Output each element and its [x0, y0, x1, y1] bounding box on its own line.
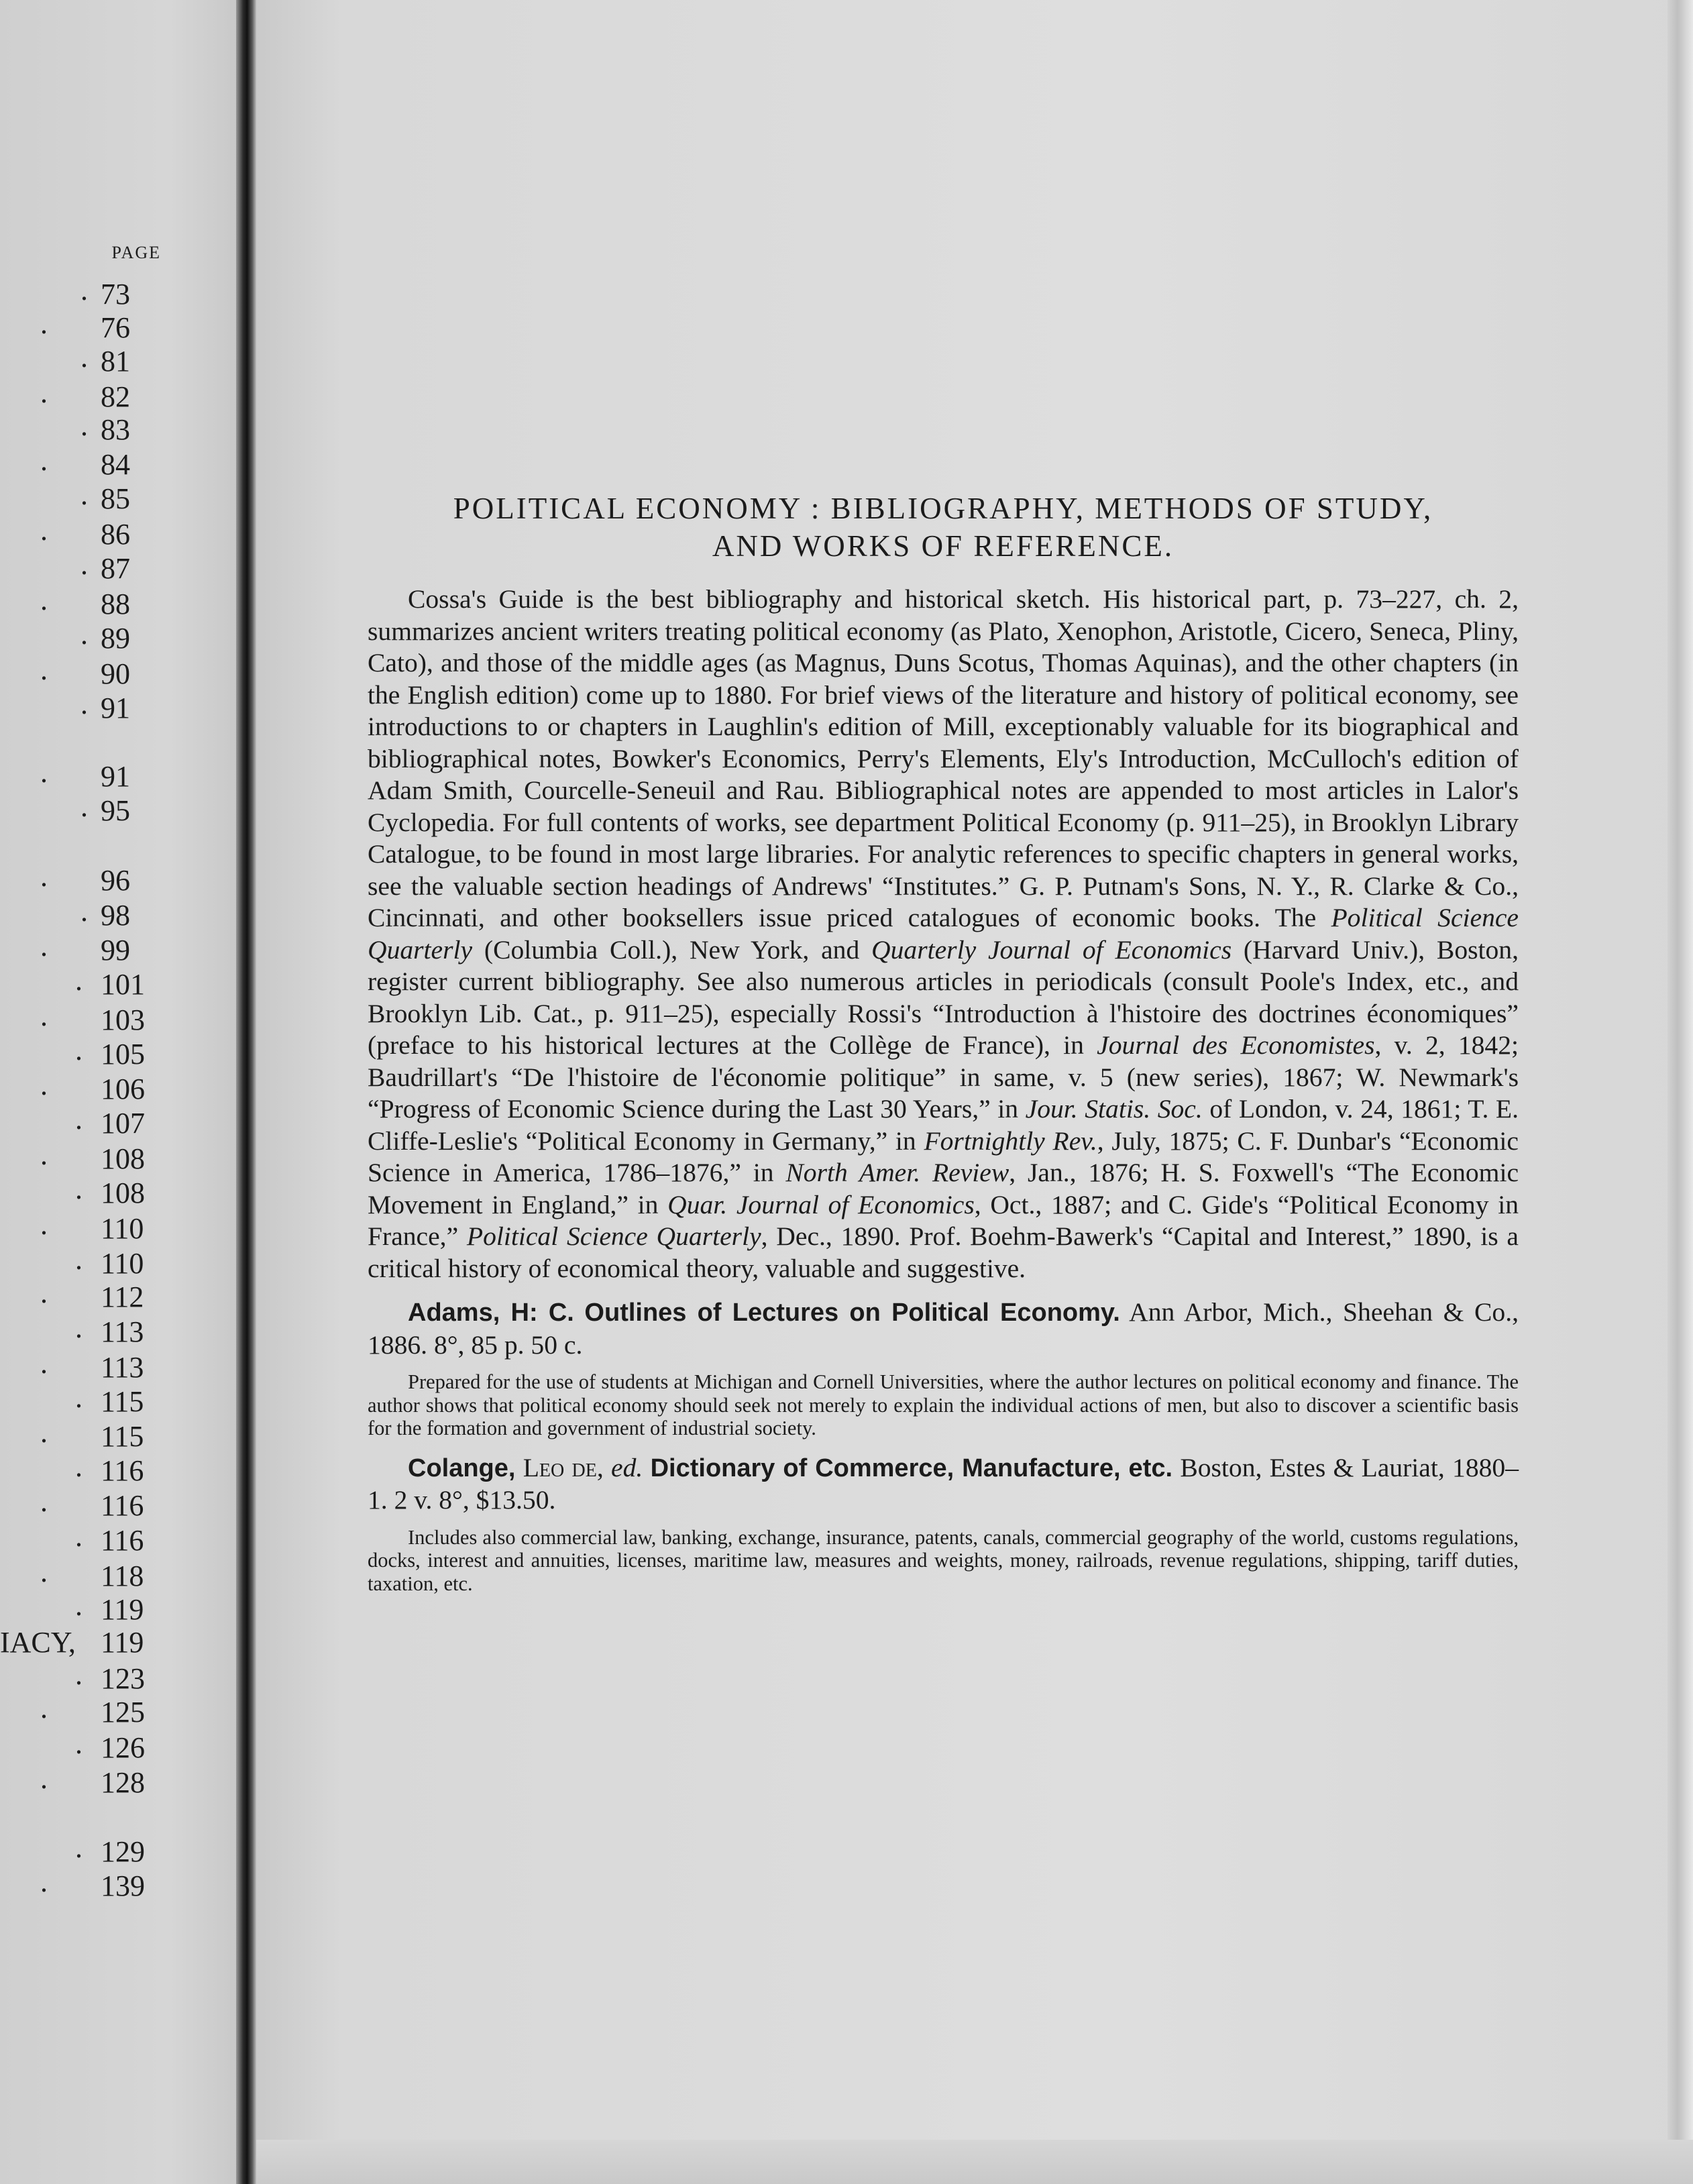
index-entry [0, 1347, 158, 1384]
entry-editor-mark: ed. [603, 1452, 643, 1482]
index-entry [0, 895, 158, 932]
index-page-number: 126 [101, 1731, 145, 1764]
leader-dot: . [40, 1692, 48, 1725]
entry-title: Outlines of Lectures on Political Economy. [584, 1299, 1120, 1327]
intro-text-segment: Cossa's Guide is the best bibliography and historical sketch. His historical part, p. 73–227, ch. 2, summarizes ancient writers treating political economy (as Plato, Xenophon, Aristotle, Cicero, Seneca, Pliny, Cato), and those of the middle ages (as Magnus, Duns Scotus, Thomas Aquinas), and the other chapters (in the English edition) come up to 1880. For brief views of the literature and history of political economy, see introductions to or chapters in Laughlin's edition of Mill, exceptionably valuable for its biographical and bibliographical notes, Bowker's Economics, Perry's Elements, Ely's Introduction, McCulloch's edition of Adam Smith, Courcelle-Seneuil and Rau. Bibliographical notes are appended to most articles in Lalor's Cyclopedia. For full contents of works, see department Political Economy (p. 911–25), in Brooklyn Library Catalogue, to be found in most large libraries. For analytic references to specific chapters in general works, see the valuable section headings of Andrews' “Institutes.” G. P. Putnam's Sons, N. Y., R. Clarke & Co., Cincinnati, and other booksellers issue priced catalogues of economic books. The [368, 584, 1519, 932]
index-entry [0, 1450, 158, 1487]
entry-title: Dictionary of Commerce, Manufacture, etc. [650, 1454, 1173, 1482]
leader-dot: . [80, 790, 88, 823]
index-page-number: 90 [101, 657, 130, 690]
index-page-number: 91 [101, 692, 130, 724]
leader-dot: . [80, 341, 88, 374]
entry-author: Adams, H: C. [408, 1299, 574, 1327]
entry-imprint: Boston, Estes & Lauriat, 1880–1. 2 v. 8°, $13.50. [368, 1452, 1519, 1515]
leader-dot: . [40, 1762, 48, 1795]
index-page-number: 116 [101, 1524, 144, 1557]
leader-dot: . [40, 999, 48, 1032]
intro-italic-segment: Journal des Economistes [1097, 1030, 1375, 1060]
leader-dot: . [75, 1034, 83, 1067]
index-page-number: 84 [101, 448, 130, 481]
intro-text-segment: , Jan., 1876; H. S. Foxwell's “The Economic Movement in England,” in [368, 1158, 1519, 1219]
index-entry [0, 584, 158, 620]
index-entry [0, 1692, 158, 1729]
intro-text-segment: (Columbia Coll.), New York, and [472, 934, 872, 965]
index-entry [0, 1555, 158, 1592]
leader-dot: . [75, 1243, 83, 1276]
leader-dot: . [75, 1520, 83, 1553]
article [368, 490, 1519, 1595]
intro-text-segment: , Oct., 1887; and C. Gide's “Political Economy in France,” [368, 1189, 1519, 1251]
index-page-number: 125 [101, 1696, 145, 1729]
leader-dot: . [40, 653, 48, 686]
index-entry [0, 1243, 158, 1280]
index-entry [0, 688, 158, 724]
leader-dot: . [80, 688, 88, 720]
index-entry [0, 1416, 158, 1453]
intro-italic-segment: Political Science Quarterly [466, 1221, 761, 1251]
entry-note: Prepared for the use of students at Michigan and Cornell Universities, where the author lectures on political economy and finance. The author shows that political economy should seek not merely to explain the individual actions of men, but also to discover a scientific basis for the formation and government of industrial society. [368, 1370, 1519, 1439]
leader-dot: . [40, 376, 48, 409]
index-page-number: 119 [101, 1626, 144, 1659]
index-page-number: 115 [101, 1420, 144, 1453]
index-entry [0, 1865, 158, 1902]
index-page-number: 96 [101, 864, 130, 897]
index-entry-label: IACY, [0, 1626, 76, 1659]
leader-dot: . [80, 618, 88, 651]
leader-dot: . [40, 584, 48, 616]
leader-dot: . [75, 1658, 83, 1691]
index-page-number: 108 [101, 1177, 145, 1209]
index-page-number: 129 [101, 1835, 145, 1868]
leader-dot: . [40, 860, 48, 893]
index-entry [0, 756, 158, 793]
leader-dot: . [40, 756, 48, 789]
book-gutter [236, 0, 256, 2184]
index-page-number: 87 [101, 552, 130, 585]
index-page-number: 103 [101, 1003, 145, 1036]
index-entry [0, 341, 158, 378]
index-entry [0, 1172, 158, 1209]
index-entry [0, 1831, 158, 1868]
intro-italic-segment: Quarterly Journal of Economics [871, 934, 1232, 965]
index-page-number: 118 [101, 1560, 144, 1592]
intro-text-segment: (Harvard Univ.), Boston, register current bibliography. See also numerous articles in periodicals (consult Poole's Index, etc., and Brooklyn Lib. Cat., p. 911–25), especially Rossi's “Introduction à l'histoire des doctrines économiques” (preface to his historical lectures at the Collège de France), in [368, 934, 1519, 1060]
leader-dot: . [40, 1276, 48, 1309]
leader-dot: . [75, 1831, 83, 1864]
leader-dot: . [75, 1381, 83, 1414]
leader-dot: . [40, 1555, 48, 1588]
index-page-number: 105 [101, 1038, 145, 1071]
index-page-number: 73 [101, 278, 130, 311]
leader-dot: . [40, 1865, 48, 1898]
index-page-number: 112 [101, 1280, 144, 1313]
index-entry [0, 1034, 158, 1071]
intro-italic-segment: North Amer. Review [785, 1158, 1009, 1187]
leader-dot: . [80, 274, 88, 307]
index-entry [0, 1381, 158, 1418]
leader-dot: . [40, 1208, 48, 1241]
index-page-number: 85 [101, 482, 130, 515]
intro-paragraph [368, 584, 1519, 1285]
index-entry [0, 548, 158, 585]
leader-dot: . [40, 1485, 48, 1518]
index-page-number: 108 [101, 1142, 145, 1175]
leader-dot: . [40, 444, 48, 477]
index-page-number: 101 [101, 968, 145, 1001]
index-entry [0, 1069, 158, 1105]
intro-italic-segment: Political Science Quarterly [368, 903, 1519, 965]
intro-text-segment: , Dec., 1890. Prof. Boehm-Bawerk's “Capital and Interest,” 1890, is a critical history of economical theory, valuable and suggestive. [368, 1221, 1519, 1283]
page-edge [1668, 0, 1693, 2184]
index-entry [0, 1762, 158, 1799]
leader-dot: . [80, 548, 88, 581]
leader-dot: . [75, 1589, 83, 1622]
leader-dot: . [80, 895, 88, 928]
intro-text-segment: of London, v. 24, 1861; T. E. Cliffe-Leslie's “Political Economy in Germany,” in [368, 1094, 1519, 1156]
index-page-number: 82 [101, 380, 130, 413]
index-page-number: 139 [101, 1869, 145, 1902]
leader-dot: . [40, 1069, 48, 1101]
index-page-number: 88 [101, 588, 130, 620]
index-page-number: 116 [101, 1489, 144, 1522]
index-entry [0, 1589, 158, 1626]
leader-dot: . [40, 1416, 48, 1449]
index-page-number: 106 [101, 1073, 145, 1105]
index-entry [0, 1727, 158, 1764]
intro-text-segment: , July, 1875; C. F. Dunbar's “Economic Science in America, 1786–1876,” in [368, 1126, 1519, 1187]
index-page-number: 89 [101, 622, 130, 655]
index-page-number: 76 [101, 311, 130, 344]
index-page-number: 113 [101, 1315, 144, 1348]
index-entry [0, 1311, 158, 1348]
index-page-number: 95 [101, 794, 130, 827]
leader-dot: . [40, 1138, 48, 1171]
index-page-number: 98 [101, 899, 130, 932]
index-entry [0, 964, 158, 1001]
leader-dot: . [40, 307, 48, 340]
index-entry [0, 1627, 158, 1659]
leader-dot: . [40, 930, 48, 963]
leader-dot: . [75, 1450, 83, 1483]
index-entry [0, 1138, 158, 1175]
leader-dot: . [40, 1347, 48, 1380]
index-entry [0, 999, 158, 1036]
index-entry [0, 307, 158, 344]
index-entry [0, 444, 158, 481]
entry-note: Includes also commercial law, banking, exchange, insurance, patents, canals, commercial geography of the world, customs regulations, docks, interest and annuities, licenses, maritime law, measures and weights, money, railroads, revenue regulations, shipping, tariff duties, taxation, etc. [368, 1525, 1519, 1595]
index-entry [0, 1658, 158, 1695]
index-entry [0, 653, 158, 690]
leader-dot: . [80, 478, 88, 511]
intro-italic-segment: Fortnightly Rev. [924, 1126, 1097, 1156]
intro-italic-segment: Jour. Statis. Soc. [1025, 1094, 1203, 1124]
leader-dot: . [40, 514, 48, 547]
index-entry [0, 1103, 158, 1140]
index-page-number: 83 [101, 413, 130, 446]
entry-imprint: Ann Arbor, Mich., Sheehan & Co., 1886. 8°, 85 p. 50 c. [368, 1297, 1519, 1360]
index-entry [0, 1485, 158, 1522]
leader-dot: . [80, 409, 88, 442]
index-page-number: 99 [101, 934, 130, 967]
index-page-number: 110 [101, 1212, 144, 1245]
entry-author-given: Leo de, [515, 1452, 604, 1482]
intro-text-segment: , v. 2, 1842; Baudrillart's “De l'histoire de l'économie politique” in same, v. 5 (new series), 1867; W. Newmark's “Progress of Economic Science during the Last 30 Years,” in [368, 1030, 1519, 1124]
article-title-line2: AND WORKS OF REFERENCE. [712, 529, 1175, 563]
index-entry [0, 478, 158, 515]
leader-dot: . [75, 1172, 83, 1205]
index-entry [0, 514, 158, 551]
index-page-number: 110 [101, 1247, 144, 1280]
index-page-number: 123 [101, 1662, 145, 1695]
index-page-number: 115 [101, 1385, 144, 1418]
index-page-number: 113 [101, 1351, 144, 1384]
leader-dot: . [75, 1103, 83, 1136]
index-entry [0, 1276, 158, 1313]
intro-italic-segment: Quar. Journal of Economics [667, 1189, 975, 1219]
article-title-line1: POLITICAL ECONOMY : BIBLIOGRAPHY, METHODS OF STUDY, [453, 492, 1433, 525]
index-page-number: 107 [101, 1107, 145, 1140]
index-entry [0, 618, 158, 655]
index-entry [0, 409, 158, 446]
index-entry [0, 376, 158, 413]
bibliography-entry-adams [368, 1297, 1519, 1361]
index-page-number: 128 [101, 1766, 145, 1799]
index-entry [0, 860, 158, 897]
index-page-number: 81 [101, 345, 130, 378]
index-entry [0, 274, 158, 311]
index-page-heading: PAGE [111, 243, 161, 262]
index-entry [0, 1208, 158, 1245]
index-page-number: 91 [101, 760, 130, 793]
index-entry [0, 930, 158, 967]
bibliography-entry-colange [368, 1452, 1519, 1517]
page-bottom-edge [256, 2140, 1693, 2184]
entry-author-surname: Colange, [408, 1454, 516, 1482]
index-page-number: 116 [101, 1454, 144, 1487]
leader-dot: . [75, 964, 83, 997]
index-page-number: 119 [101, 1593, 144, 1626]
index-page-number: 86 [101, 518, 130, 551]
index-entry [0, 790, 158, 827]
index-entry [0, 1520, 158, 1557]
leader-dot: . [75, 1727, 83, 1760]
leader-dot: . [75, 1311, 83, 1344]
